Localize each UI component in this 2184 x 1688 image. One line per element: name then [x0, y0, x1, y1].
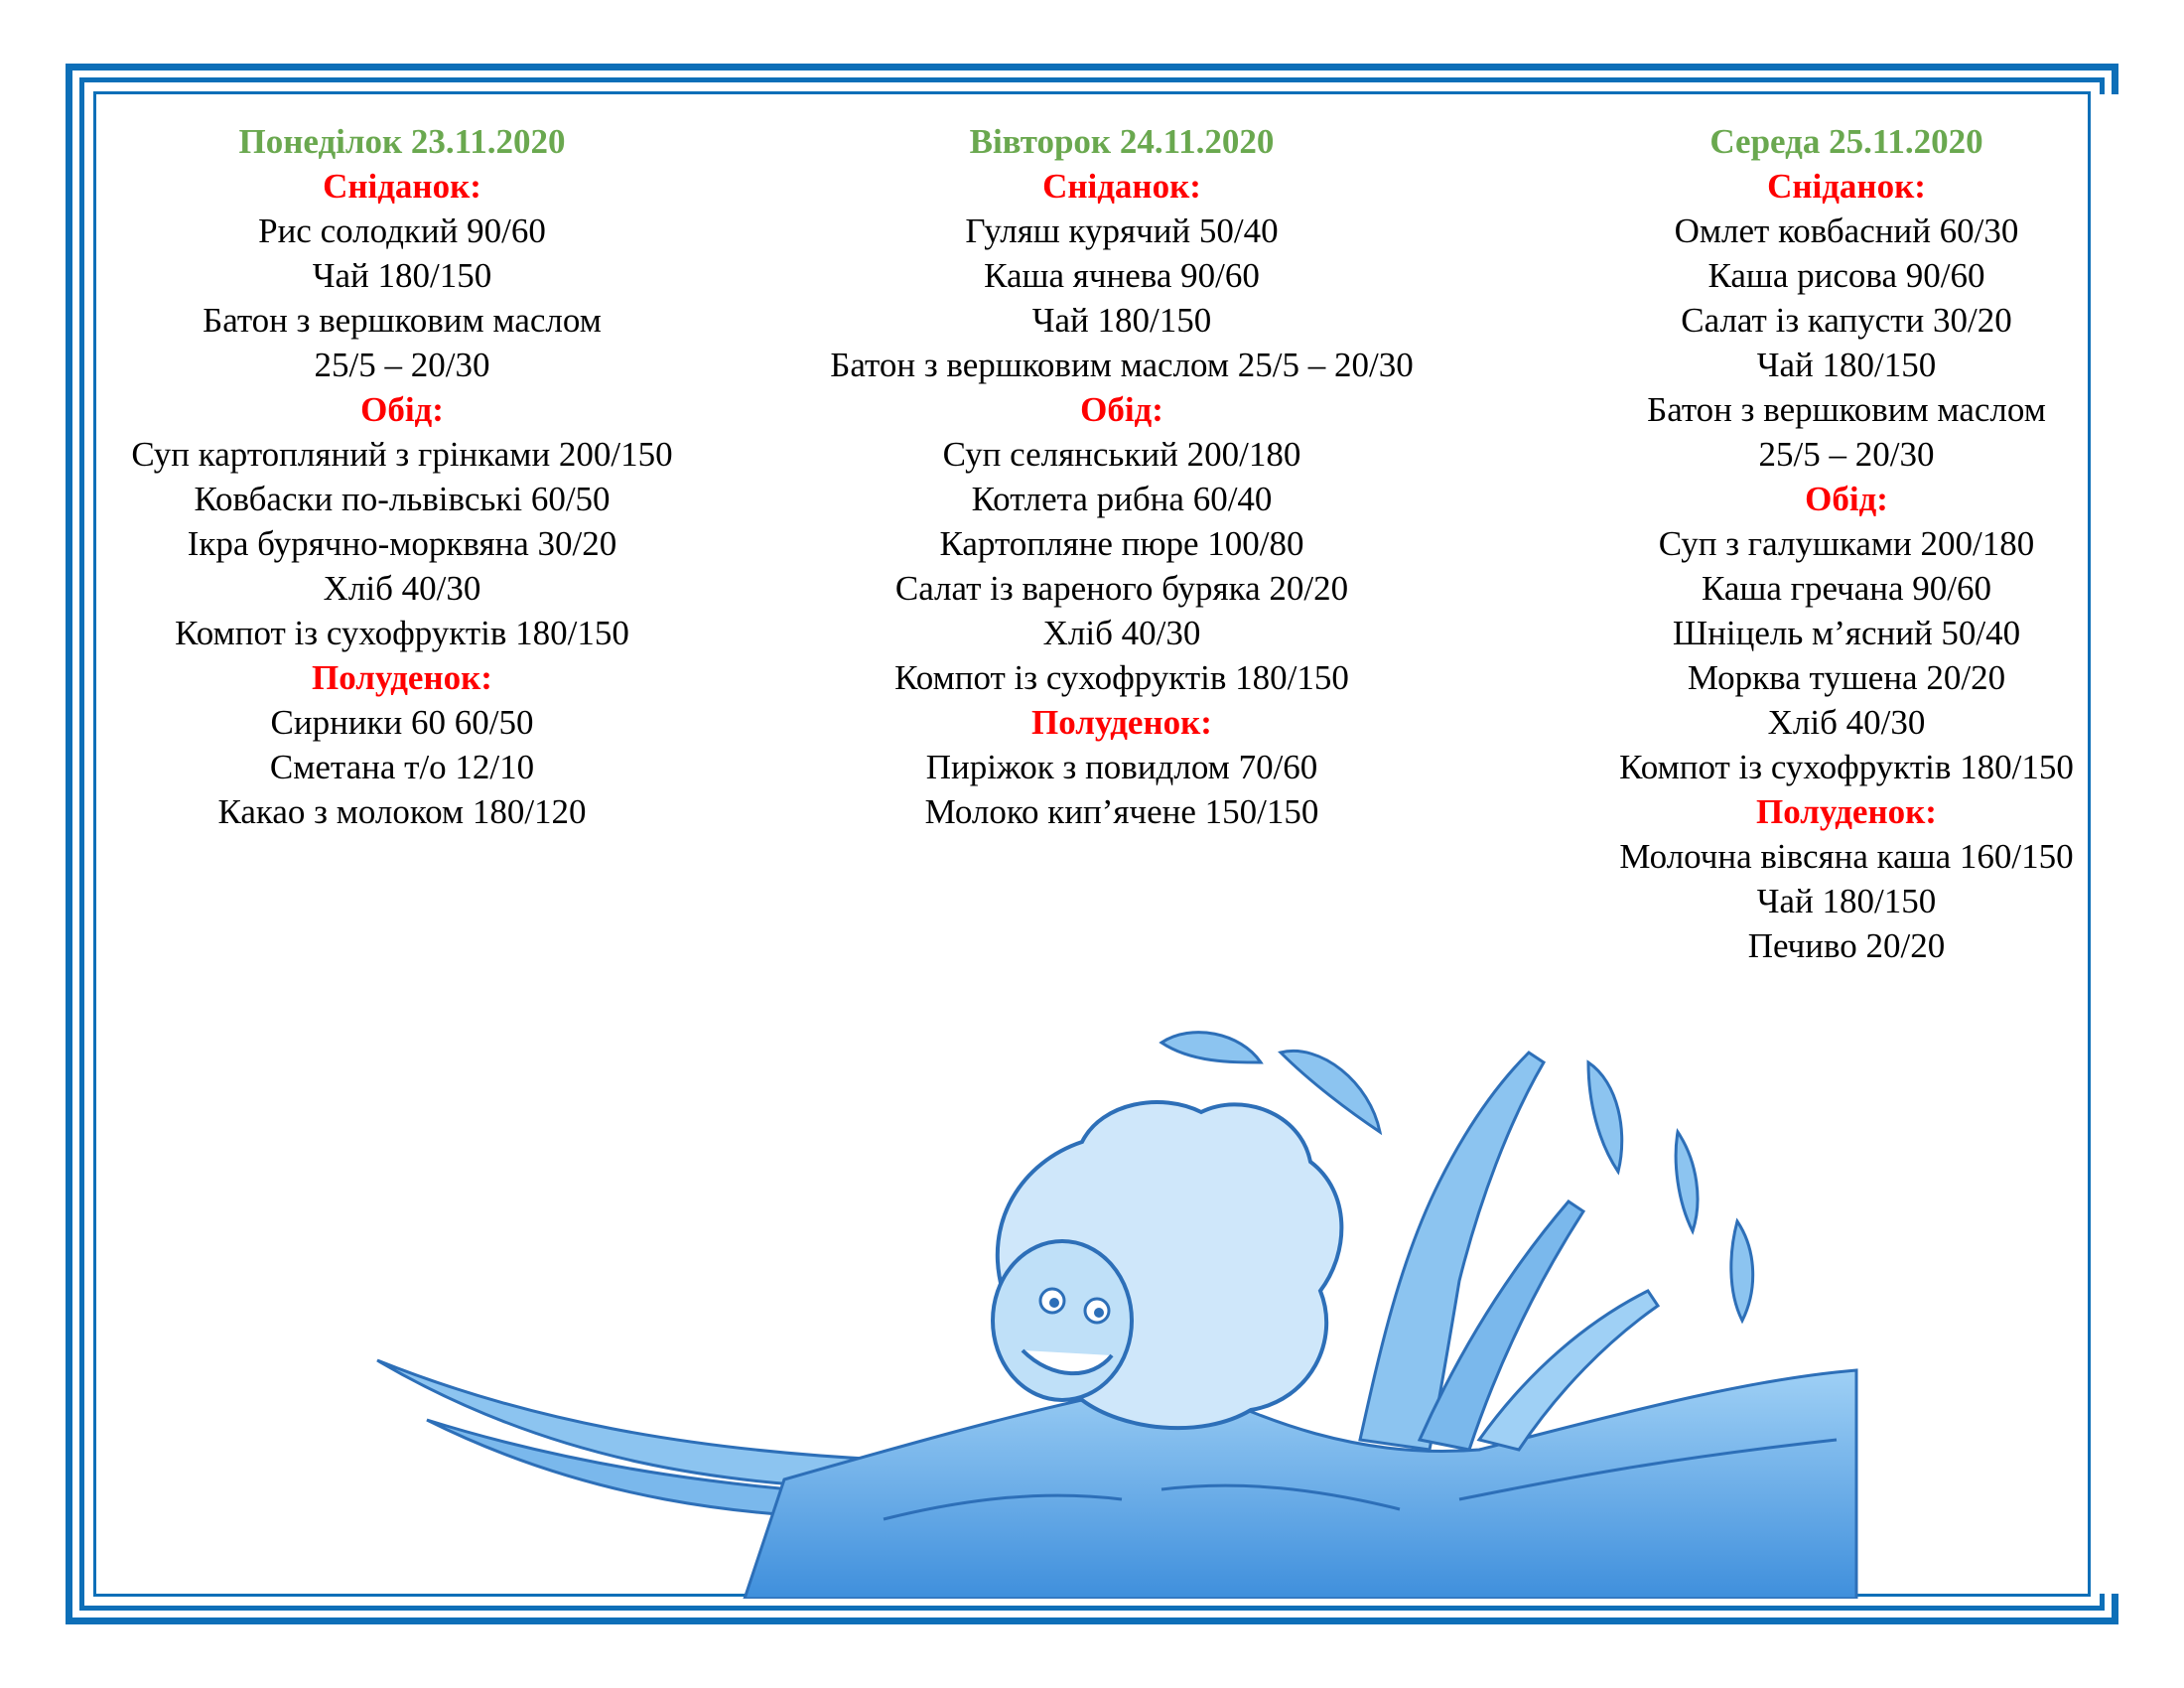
menu-item: Рис солодкий 90/60: [258, 211, 546, 250]
breakfast-label: Сніданок:: [323, 167, 481, 206]
menu-item: Какао з молоком 180/120: [217, 792, 587, 831]
menu-item: Компот із сухофруктів 180/150: [1619, 748, 2074, 786]
menu-item: Батон з вершковим маслом 25/5 – 20/30: [830, 346, 1414, 384]
lunch-label: Обід:: [360, 390, 444, 429]
menu-item: Ікра бурячно-морквяна 30/20: [187, 524, 617, 563]
menu-item: Ковбаски по-львівські 60/50: [194, 480, 611, 518]
menu-item: Компот із сухофруктів 180/150: [175, 614, 629, 652]
menu-item: Хліб 40/30: [323, 569, 481, 608]
menu-item: Суп з галушками 200/180: [1658, 524, 2035, 563]
snack-label: Полуденок:: [312, 658, 492, 697]
menu-item: Котлета рибна 60/40: [971, 480, 1273, 518]
breakfast-label: Сніданок:: [1042, 167, 1201, 206]
menu-item: Хліб 40/30: [1042, 614, 1201, 652]
lunch-label: Обід:: [1805, 480, 1888, 518]
lunch-label: Обід:: [1080, 390, 1163, 429]
menu-item: Омлет ковбасний 60/30: [1674, 211, 2019, 250]
menu-item: Каша гречана 90/60: [1701, 569, 1992, 608]
menu-item: Хліб 40/30: [1767, 703, 1926, 742]
day-column-wednesday: [1529, 119, 2164, 968]
menu-item: Сметана т/о 12/10: [269, 748, 535, 786]
menu-item: Компот із сухофруктів 180/150: [894, 658, 1349, 697]
menu-item: Чай 180/150: [1756, 346, 1937, 384]
day-title: Вівторок 24.11.2020: [969, 122, 1275, 161]
menu-item: Гуляш курячий 50/40: [965, 211, 1279, 250]
menu-item: Чай 180/150: [1756, 882, 1937, 920]
menu-item: 25/5 – 20/30: [314, 346, 490, 384]
day-title: Середа 25.11.2020: [1709, 122, 1983, 161]
menu-item: Каша ячнева 90/60: [984, 256, 1260, 295]
menu-item: Чай 180/150: [312, 256, 492, 295]
breakfast-label: Сніданок:: [1767, 167, 1926, 206]
menu-item: Молочна вівсяна каша 160/150: [1619, 837, 2074, 876]
snack-label: Полуденок:: [1031, 703, 1212, 742]
menu-item: Салат із вареного буряка 20/20: [894, 569, 1349, 608]
menu-item: Морква тушена 20/20: [1687, 658, 2006, 697]
menu-item: Чай 180/150: [1031, 301, 1212, 340]
menu-item: Сирники 60 60/50: [270, 703, 534, 742]
menu-item: Суп картопляний з грінками 200/150: [131, 435, 673, 474]
menu-item: Суп селянський 200/180: [942, 435, 1301, 474]
day-column-monday: [89, 119, 715, 834]
day-title: Понеділок 23.11.2020: [238, 122, 566, 161]
day-column-tuesday: [774, 119, 1469, 834]
snack-label: Полуденок:: [1756, 792, 1937, 831]
menu-item: Пиріжок з повидлом 70/60: [925, 748, 1318, 786]
menu-item: 25/5 – 20/30: [1758, 435, 1935, 474]
menu-item: Печиво 20/20: [1747, 926, 1946, 965]
menu-item: Батон з вершковим маслом: [1647, 390, 2046, 429]
menu-item: Батон з вершковим маслом: [203, 301, 602, 340]
menu-item: Шніцель м’ясний 50/40: [1672, 614, 2021, 652]
menu-item: Салат із капусти 30/20: [1681, 301, 2012, 340]
menu-item: Картопляне пюре 100/80: [939, 524, 1304, 563]
frame-edge-mask: [2091, 94, 2120, 1594]
water-wave-character-icon: [367, 1023, 1876, 1599]
menu-item: Каша рисова 90/60: [1707, 256, 1985, 295]
menu-item: Молоко кип’ячене 150/150: [924, 792, 1319, 831]
